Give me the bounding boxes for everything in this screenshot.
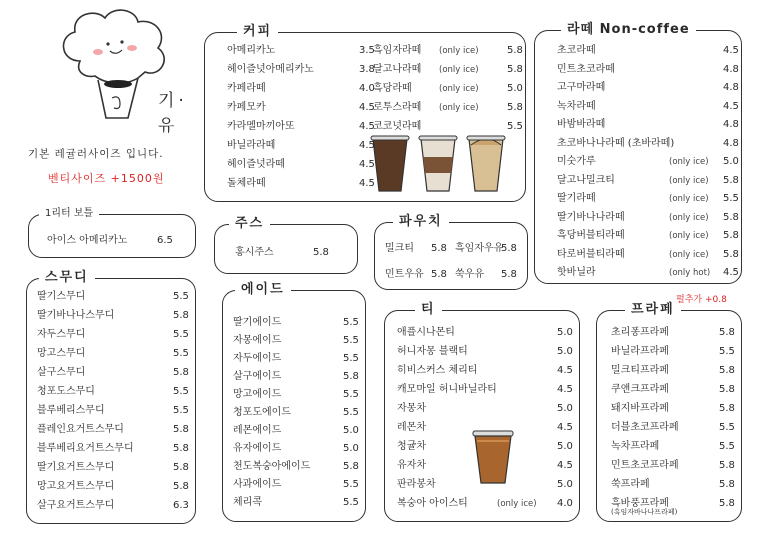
menu-item-price: 5.5 <box>507 121 523 132</box>
menu-item-name: 딸기요거트스무디 <box>37 462 115 473</box>
menu-item-name: 흑당라떼 <box>373 83 412 94</box>
menu-item-name: 초리퐁프라페 <box>611 327 669 338</box>
menu-item-price: 5.8 <box>173 443 189 454</box>
menu-item-name: 히비스커스 체리티 <box>397 365 478 376</box>
menu-item-note: (only ice) <box>439 103 479 113</box>
menu-item-name: 바닐라프라페 <box>611 346 669 357</box>
menu-item-name: 헤이즐넛라떼 <box>227 159 285 170</box>
menu-item-price: 5.5 <box>719 441 735 452</box>
menu-item-name: 플레인요거트스무디 <box>37 424 124 435</box>
menu-item-name: 쑥프라페 <box>611 479 650 490</box>
menu-item-name: 더블초코프라페 <box>611 422 679 433</box>
menu-item-price: 4.5 <box>359 102 375 113</box>
menu-item-name: 블루베리스무디 <box>37 405 105 416</box>
brand-name: 기·유 <box>158 91 188 136</box>
menu-item-name: 청귤차 <box>397 441 426 452</box>
menu-item-note: (only hot) <box>669 268 711 278</box>
menu-item-name: 살구요거트스무디 <box>37 500 115 511</box>
menu-item-name: 딸기바나나라떼 <box>557 211 625 223</box>
menu-item-name: 달고나밀크티 <box>557 174 615 186</box>
menu-item-price: 4.8 <box>723 82 739 93</box>
menu-item-price: 5.8 <box>173 424 189 435</box>
menu-item-name: 레몬에이드 <box>233 425 282 436</box>
brand-area <box>20 6 200 160</box>
menu-item-name: 미숫가루 <box>557 156 596 167</box>
menu-item-price: 5.5 <box>343 407 359 418</box>
menu-item-name: 달고나라떼 <box>373 64 422 75</box>
menu-item-price: 5.5 <box>343 497 359 508</box>
coffee-section <box>204 24 526 202</box>
iced-drinks-illustration <box>367 133 517 195</box>
menu-item-name: 유자에이드 <box>233 443 282 454</box>
ade-title: 에이드 <box>235 282 291 298</box>
menu-item-name: 청포도스무디 <box>37 386 95 397</box>
menu-item-price: 5.0 <box>557 327 573 338</box>
menu-item-name: 흑바풍프라페 <box>611 498 669 509</box>
menu-item-price: 5.5 <box>719 422 735 433</box>
menu-item-name: 돼지바프라페 <box>611 403 669 414</box>
latte-title: 라떼 Non-coffee <box>561 22 696 38</box>
menu-item-price: 4.0 <box>359 83 375 94</box>
menu-item-price: 5.0 <box>343 443 359 454</box>
juice-section: 주스 홍시주스 5.8 <box>214 224 358 274</box>
menu-item-note: (only ice) <box>669 175 709 186</box>
frappe-last-sub: (흑임자바나나프라페) <box>611 508 678 516</box>
menu-item-name: 레몬차 <box>397 422 426 433</box>
menu-item-name: 딸기스무디 <box>37 291 86 302</box>
menu-item-name: 자두에이드 <box>233 353 282 364</box>
pouch-section: 파우치 밀크티 5.8 흑임자우유 5.8 민트우유 5.8 쑥우유 5.8 <box>374 222 528 290</box>
menu-item-price: 5.5 <box>173 348 189 359</box>
menu-item-price: 5.8 <box>723 211 739 223</box>
menu-item-price: 5.8 <box>719 460 735 471</box>
menu-item-price: 5.8 <box>723 174 739 186</box>
menu-item-name: 캐모마일 허니바닐라티 <box>397 384 497 395</box>
menu-item-name: 살구에이드 <box>233 371 282 382</box>
menu-item-name: 바닐라라떼 <box>227 140 276 151</box>
menu-item-price: 5.5 <box>343 389 359 400</box>
menu-item-name: 타로버블티라떼 <box>557 248 625 260</box>
smoothie-title: 스무디 <box>39 270 95 286</box>
menu-item-price: 6.3 <box>173 500 189 511</box>
frappe-title: 프라페 <box>625 302 681 318</box>
menu-item-price: 5.5 <box>343 335 359 346</box>
menu-item-note: (only ice) <box>669 212 709 223</box>
menu-item-name: 망고에이드 <box>233 389 282 400</box>
coffee-title: 커피 <box>237 24 278 40</box>
menu-item-price: 4.8 <box>723 63 739 75</box>
menu-item-name: 자몽차 <box>397 403 426 414</box>
liter-bottle-box: 1리터 보틀 아이스 아메리카노 6.5 <box>28 214 196 258</box>
latte-section <box>534 22 742 284</box>
menu-item-price: 5.0 <box>557 479 573 490</box>
menu-item-name: 천도복숭아에이드 <box>233 461 311 472</box>
menu-item-name: 민트초코프라페 <box>611 460 679 471</box>
menu-item-price: 5.8 <box>719 498 735 509</box>
menu-item-price: 4.5 <box>557 365 573 376</box>
menu-item-name: 망고스무디 <box>37 348 86 359</box>
menu-item-price: 5.5 <box>343 479 359 490</box>
menu-item-note: (only ice) <box>439 65 479 75</box>
menu-item-name: 딸기에이드 <box>233 317 282 328</box>
menu-item-name: 바밤바라떼 <box>557 119 606 130</box>
tea-section <box>384 302 580 522</box>
menu-item-price: 5.8 <box>173 462 189 473</box>
menu-item-name: 블루베리요거트스무디 <box>37 443 134 454</box>
menu-item-price: 5.8 <box>723 230 739 241</box>
menu-item-note: (only ice) <box>669 249 709 260</box>
menu-item-name: 밀크티프라페 <box>611 365 669 376</box>
menu-item-price: 5.8 <box>173 367 189 378</box>
menu-item-name: 체리콕 <box>233 497 262 508</box>
menu-item-note: (only ice) <box>497 499 537 509</box>
pearl-extra-note: 펄추가 +0.8 <box>676 295 727 305</box>
menu-item-name: 카라멜마끼아또 <box>227 121 295 132</box>
menu-item-price: 4.5 <box>557 460 573 471</box>
tea-title: 티 <box>415 302 442 318</box>
menu-item-price: 5.0 <box>557 441 573 452</box>
menu-item-name: 카페라떼 <box>227 83 266 94</box>
pouch-title: 파우치 <box>393 214 449 230</box>
menu-item-price: 4.5 <box>723 100 739 112</box>
menu-item-price: 5.0 <box>557 346 573 357</box>
menu-item-price: 5.8 <box>719 403 735 414</box>
menu-item-price: 5.5 <box>343 317 359 328</box>
menu-item-price: 4.5 <box>359 121 375 132</box>
menu-item-price: 5.5 <box>723 193 739 204</box>
menu-item-name: 딸기바나나스무디 <box>37 310 115 321</box>
menu-item-price: 3.8 <box>359 64 375 75</box>
size-info: 기본 레귤러사이즈 입니다. <box>28 148 164 160</box>
menu-item-price: 5.5 <box>343 353 359 364</box>
menu-item-price: 4.8 <box>723 137 739 149</box>
menu-item-name: 아메리카노 <box>227 45 276 56</box>
menu-item-name: 로투스라떼 <box>373 102 422 113</box>
menu-item-price: 4.5 <box>723 45 739 56</box>
menu-item-name: 흑당버블티라떼 <box>557 230 625 241</box>
juice-title: 주스 <box>229 216 270 232</box>
menu-item-price: 3.5 <box>359 45 375 56</box>
menu-item-price: 5.5 <box>173 329 189 340</box>
menu-item-note: (only ice) <box>439 84 479 94</box>
menu-item-name: 사과에이드 <box>233 479 282 490</box>
menu-item-name: 청포도에이드 <box>233 407 291 418</box>
menu-item-price: 5.8 <box>343 461 359 472</box>
menu-item-name: 자두스무디 <box>37 329 86 340</box>
menu-item-price: 5.5 <box>173 386 189 397</box>
menu-item-price: 4.5 <box>359 159 375 170</box>
menu-item-name: 핫바닐라 <box>557 267 596 278</box>
menu-item-name: 돌체라떼 <box>227 178 266 189</box>
menu-item-name: 애플시나몬티 <box>397 327 455 338</box>
menu-item-name: 헤이즐넛아메리카노 <box>227 64 314 75</box>
menu-item-price: 4.5 <box>557 422 573 433</box>
menu-item-price: 5.8 <box>507 64 523 75</box>
menu-item-note: (only ice) <box>669 194 709 204</box>
menu-item-name: 녹차라떼 <box>557 100 596 112</box>
menu-item-price: 4.0 <box>557 498 573 509</box>
menu-item-name: 코코넛라떼 <box>373 121 422 132</box>
menu-item-price: 5.5 <box>173 405 189 416</box>
menu-item-name: 살구스무디 <box>37 367 86 378</box>
menu-item-price: 5.8 <box>719 327 735 338</box>
menu-item-price: 4.5 <box>557 384 573 395</box>
menu-item-price: 5.8 <box>719 365 735 376</box>
menu-item-price: 5.8 <box>173 310 189 321</box>
menu-item-price: 4.5 <box>723 267 739 278</box>
menu-item-name: 민트초코라떼 <box>557 63 615 75</box>
ade-section <box>222 282 366 522</box>
menu-item-name: 유자차 <box>397 460 426 471</box>
menu-item-price: 5.8 <box>719 479 735 490</box>
menu-item-name: 자몽에이드 <box>233 335 282 346</box>
menu-item-name: 쿠앤크프라페 <box>611 384 669 395</box>
menu-item-note: (only ice) <box>669 231 709 241</box>
menu-item-price: 5.0 <box>343 425 359 436</box>
menu-item-name: 카페모카 <box>227 102 266 113</box>
menu-item-price: 4.8 <box>723 119 739 130</box>
menu-item-name: 판라봉차 <box>397 479 436 490</box>
menu-item-price: 5.0 <box>723 156 739 167</box>
menu-item-note: (only ice) <box>439 46 479 56</box>
smoothie-section <box>26 270 196 524</box>
menu-item-name: 녹차프라페 <box>611 441 660 452</box>
menu-item-name: 딸기라떼 <box>557 193 596 204</box>
menu-item-price: 5.5 <box>173 291 189 302</box>
menu-item-name: 초코라떼 <box>557 45 596 56</box>
menu-item-name: 망고요거트스무디 <box>37 481 115 492</box>
menu-item-price: 5.8 <box>719 384 735 395</box>
menu-item-name: 초코바나나라떼 (초바라떼) <box>557 137 675 149</box>
menu-item-price: 5.8 <box>343 371 359 382</box>
menu-item-price: 5.8 <box>173 481 189 492</box>
frappe-section <box>596 302 742 522</box>
menu-item-note: (only ice) <box>669 157 709 167</box>
menu-item-price: 5.8 <box>723 248 739 260</box>
menu-item-name: 허니자몽 블랙티 <box>397 346 468 357</box>
menu-item-price: 4.5 <box>359 178 375 189</box>
venti-size-note: 벤티사이즈 +1500원 <box>48 172 165 185</box>
menu-item-price: 5.8 <box>507 102 523 113</box>
menu-item-price: 4.5 <box>359 140 375 151</box>
menu-item-price: 5.0 <box>507 83 523 94</box>
menu-item-name: 고구마라떼 <box>557 82 606 93</box>
tea-cup-illustration <box>471 429 515 485</box>
menu-item-name: 흑임자라떼 <box>373 45 422 56</box>
menu-item-price: 5.0 <box>557 403 573 414</box>
menu-item-price: 5.5 <box>719 346 735 357</box>
menu-item-name: 복숭아 아이스티 <box>397 498 468 509</box>
menu-item-price: 5.8 <box>507 45 523 56</box>
liter-bottle-title: 1리터 보틀 <box>39 206 99 222</box>
